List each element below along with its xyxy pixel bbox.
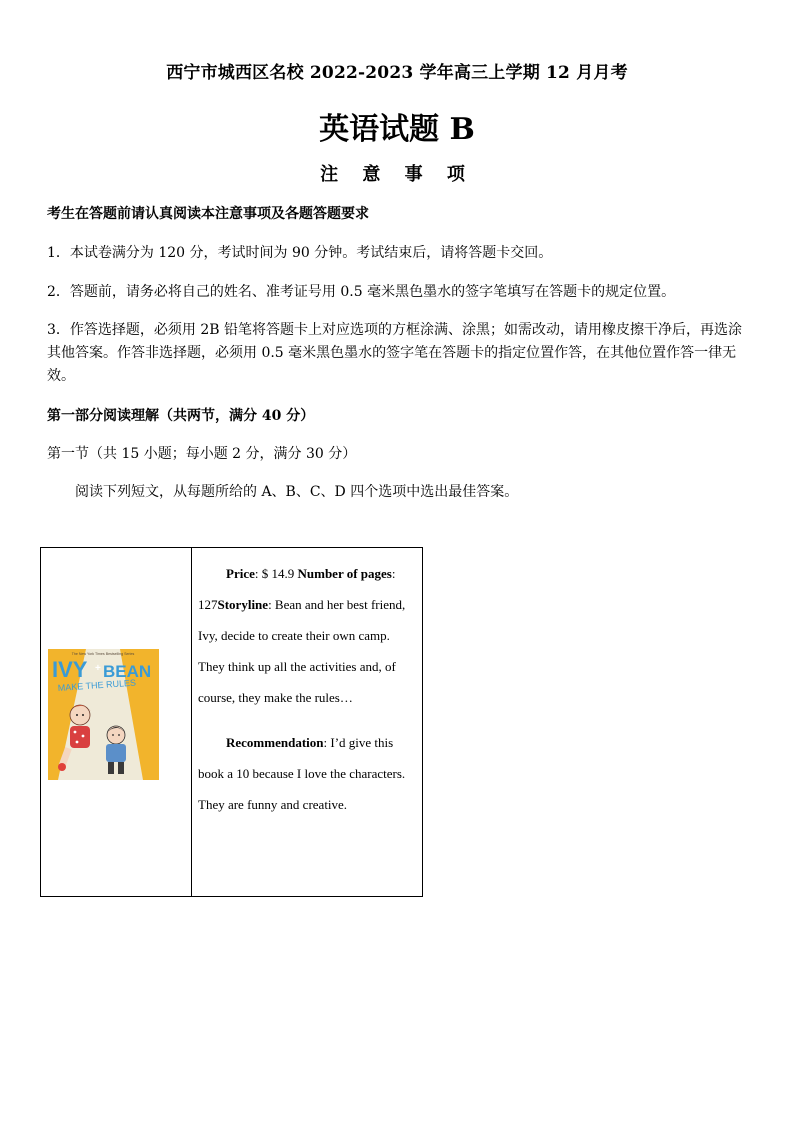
book-review-table (40, 547, 423, 897)
pages-value: : 127 (198, 566, 396, 612)
cover-series-text: The New York Times Bestselling Series (71, 652, 135, 656)
instruction-item-2: 2．答题前，请务必将自己的姓名、准考证号用 0.5 毫米黑色墨水的签字笔填写在答题卡的规定位置。 (47, 284, 676, 300)
price-value: : $ 14.9 (254, 566, 298, 581)
instruction-item-3: 3．作答选择题，必须用 2B 铅笔将答题卡上对应选项的方框涂满、涂黑；如需改动，请用橡皮擦干净后，再选涂其他答案。作答非选择题，必须用 0.5 毫米黑色墨水的签字笔在答题卡的指定位置作答，在其他位置作答一律无效。 (47, 322, 743, 384)
cover-subtitle: MAKE THE RULES (57, 677, 137, 693)
page-title: 英语试题 B (319, 112, 475, 147)
cover-title-plus: + (95, 663, 101, 674)
exam-header: 西宁市城西区名校 2022-2023 学年高三上学期 12 月月考 (166, 63, 628, 83)
notice-intro: 考生在答题前请认真阅读本注意事项及各题答题要求 (47, 206, 369, 222)
pages-label: Number of pages (297, 566, 392, 581)
recommendation-text: : I’d give this book a 10 because I love the characters. They are funny and creative. (198, 735, 406, 812)
recommendation-paragraph (198, 727, 408, 820)
book-image-cell (41, 548, 192, 897)
notice-heading: 注 意 事 项 (320, 164, 474, 185)
reading-instruction: 阅读下列短文，从每题所给的 A、B、C、D 四个选项中选出最佳答案。 (75, 484, 519, 500)
book-cover-image (48, 649, 159, 780)
instruction-item-1: 1．本试卷满分为 120 分，考试时间为 90 分钟。考试结束后，请将答题卡交回。 (47, 245, 553, 261)
recommendation-label: Recommendation (226, 735, 324, 750)
cover-title-left: IVY (52, 657, 88, 682)
price-label: Price (226, 566, 255, 581)
book-meta-paragraph (198, 558, 408, 713)
cover-title-right: BEAN (103, 662, 152, 681)
section-one-heading: 第一节（共 15 小题；每小题 2 分，满分 30 分） (47, 446, 357, 462)
storyline-text: : Bean and her best friend, Ivy, decide to create their own camp. They think up all the activities and, of course, they make the rules… (198, 597, 406, 705)
part-one-heading: 第一部分阅读理解（共两节，满分 40 分） (47, 408, 315, 424)
storyline-label: Storyline (217, 597, 269, 612)
book-details-cell (192, 548, 423, 897)
